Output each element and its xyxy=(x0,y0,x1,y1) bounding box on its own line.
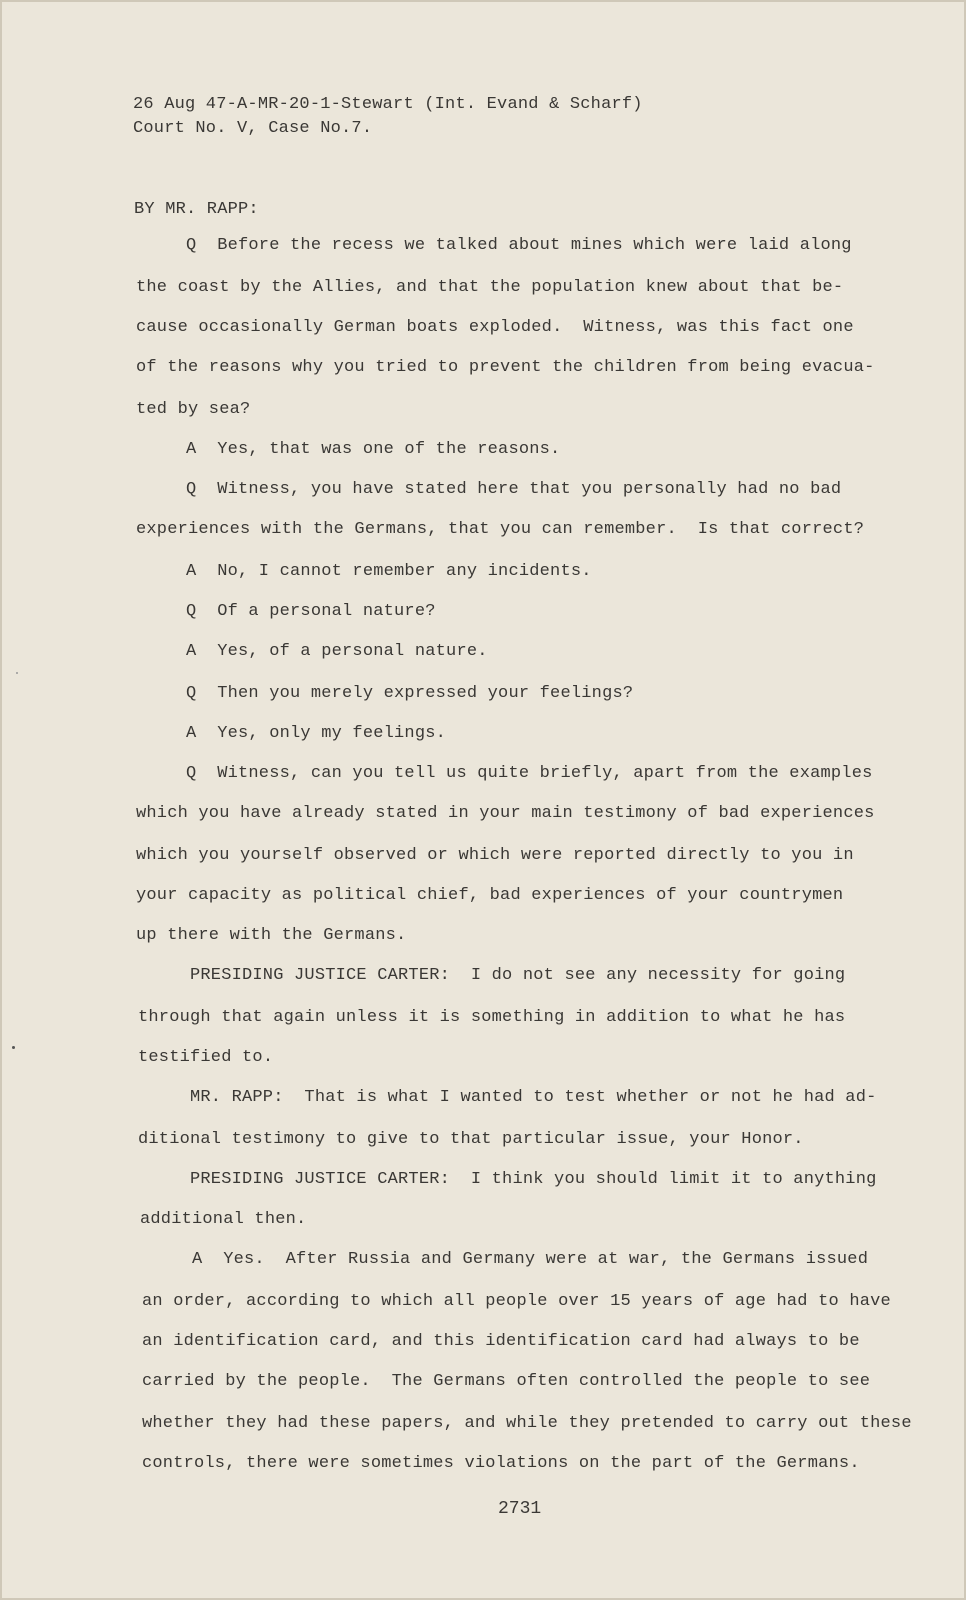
body-line: Q Before the recess we talked about mines which were laid along xyxy=(186,236,852,255)
body-line: A Yes, only my feelings. xyxy=(186,724,447,743)
body-line: Q Then you merely expressed your feelings? xyxy=(186,684,634,703)
header-line-2: Court No. V, Case No.7. xyxy=(133,119,373,138)
body-line: testified to. xyxy=(138,1048,274,1067)
body-line: which you yourself observed or which were reported directly to you in xyxy=(136,846,854,865)
body-line: up there with the Germans. xyxy=(136,926,407,945)
body-line: Q Of a personal nature? xyxy=(186,602,436,621)
body-line: A No, I cannot remember any incidents. xyxy=(186,562,592,581)
body-line: an order, according to which all people over 15 years of age had to have xyxy=(142,1292,891,1311)
header-line-1: 26 Aug 47-A-MR-20-1-Stewart (Int. Evand & Scharf) xyxy=(133,95,643,114)
body-line: Q Witness, can you tell us quite briefly, apart from the examples xyxy=(186,764,873,783)
body-line: an identification card, and this identification card had always to be xyxy=(142,1332,860,1351)
body-line: controls, there were sometimes violations on the part of the Germans. xyxy=(142,1454,860,1473)
body-line: PRESIDING JUSTICE CARTER: I do not see any necessity for going xyxy=(190,966,846,985)
body-line: cause occasionally German boats exploded. Witness, was this fact one xyxy=(136,318,854,337)
body-line: carried by the people. The Germans often controlled the people to see xyxy=(142,1372,871,1391)
margin-speck xyxy=(16,672,18,674)
body-line: ditional testimony to give to that particular issue, your Honor. xyxy=(138,1130,804,1149)
body-line: MR. RAPP: That is what I wanted to test whether or not he had ad- xyxy=(190,1088,877,1107)
body-line: ted by sea? xyxy=(136,400,251,419)
body-line: PRESIDING JUSTICE CARTER: I think you should limit it to anything xyxy=(190,1170,877,1189)
examiner-heading: BY MR. RAPP: xyxy=(134,200,259,219)
body-line: additional then. xyxy=(140,1210,307,1229)
page-number: 2731 xyxy=(498,1499,542,1519)
body-line: your capacity as political chief, bad experiences of your countrymen xyxy=(136,886,844,905)
body-line: A Yes, of a personal nature. xyxy=(186,642,488,661)
body-line: which you have already stated in your main testimony of bad experiences xyxy=(136,804,875,823)
body-line: experiences with the Germans, that you can remember. Is that correct? xyxy=(136,520,865,539)
body-line: A Yes. After Russia and Germany were at war, the Germans issued xyxy=(192,1250,869,1269)
body-line: of the reasons why you tried to prevent the children from being evacua- xyxy=(136,358,875,377)
body-line: A Yes, that was one of the reasons. xyxy=(186,440,561,459)
body-line: Q Witness, you have stated here that you personally had no bad xyxy=(186,480,842,499)
body-line: whether they had these papers, and while they pretended to carry out these xyxy=(142,1414,912,1433)
body-line: through that again unless it is something in addition to what he has xyxy=(138,1008,846,1027)
body-line: the coast by the Allies, and that the population knew about that be- xyxy=(136,278,844,297)
margin-speck xyxy=(12,1046,15,1049)
